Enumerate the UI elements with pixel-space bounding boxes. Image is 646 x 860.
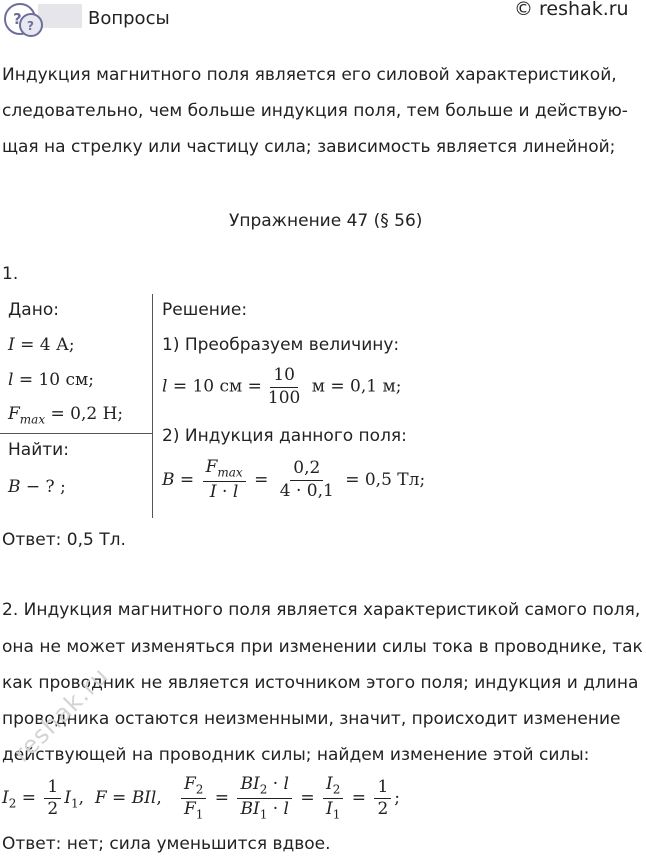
given-label: Дано:: [8, 300, 59, 320]
answer-1: Ответ: 0,5 Тл.: [2, 530, 126, 550]
given-length: l = 10 см;: [8, 370, 94, 390]
exercise-title: Упражнение 47 (§ 56): [229, 211, 423, 231]
given-force: $F_{max} = 0,2$ Н;: [8, 404, 124, 427]
given-divider-horizontal: [0, 433, 153, 434]
given-current: I = 4 А;: [8, 335, 75, 355]
problem2-line: действующей на проводник силы; найдем изменение этой силы:: [2, 745, 590, 765]
problem2-line: как проводник не является источником этого поля; индукция и длина: [2, 673, 639, 693]
solution-label: Решение:: [162, 300, 248, 320]
find-value: B − ? ;: [8, 477, 66, 497]
given-divider-vertical: [152, 294, 153, 518]
watermark: reshak.ru: [8, 661, 115, 768]
solution-step-2: 2) Индукция данного поля:: [162, 426, 407, 446]
site-credit: © reshak.ru: [514, 0, 629, 20]
solution-step-1: 1) Преобразуем величину:: [162, 335, 400, 355]
find-label: Найти:: [8, 440, 69, 460]
intro-line: щая на стрелку или частицу сила; зависимость является линейной;: [2, 137, 616, 157]
intro-line: Индукция магнитного поля является его силовой характеристикой,: [2, 65, 617, 85]
svg-text:?: ?: [13, 10, 22, 28]
header-title: Вопросы: [88, 8, 170, 29]
problem2-line: 2. Индукция магнитного поля является характеристикой самого поля,: [2, 600, 641, 620]
formula-force-ratio: $I_2$ = $\frac{1}{2}$ $I_1$, F = BIl, $\frac{F_2}{F_1}$ = $\frac{BI_2 \cdot l}{BI_1 \cdot l}$ = $\frac{I_2}{I_1}$ = $\frac{1}{2}$ ;: [2, 774, 401, 822]
svg-text:?: ?: [27, 19, 34, 33]
problem2-line: проводника остаются неизменными, значит, происходит изменение: [2, 709, 621, 729]
problem2-line: она не может изменяться при изменении силы тока в проводнике, так: [2, 637, 643, 657]
problem-number: 1.: [2, 264, 19, 284]
formula-length-conversion: l = 10 см = $\frac{10}{100}$ м = 0,1 м;: [162, 365, 402, 408]
answer-2: Ответ: нет; сила уменьшится вдвое.: [2, 834, 331, 854]
formula-induction: B = $\frac{F_{max}}{I \cdot l}$ = $\frac{0,2}{4 \cdot 0,1}$ = 0,5 Тл;: [162, 457, 426, 503]
question-bubbles-icon: [2, 0, 50, 40]
intro-line: следовательно, чем больше индукция поля, тем больше и действую-: [2, 101, 628, 121]
